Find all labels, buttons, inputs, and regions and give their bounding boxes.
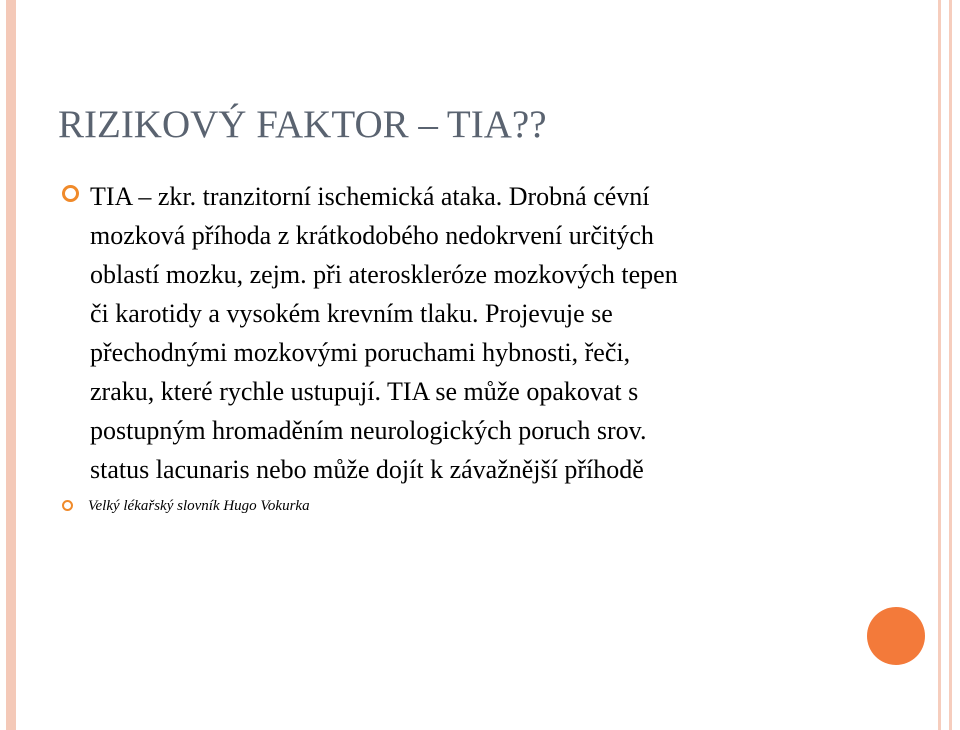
bullet-main-text	[90, 177, 810, 489]
bullet-text-line: zraku, které rychle ustupují. TIA se může opakovat s	[90, 377, 639, 406]
bullet-text-line: mozková příhoda z krátkodobého nedokrvení určitých	[90, 221, 654, 250]
bullet-text-line: oblastí mozku, zejm. při ateroskleróze mozkových tepen	[90, 260, 678, 289]
slide-frame-right-inner	[949, 0, 952, 730]
slide-frame-right-outer	[938, 0, 941, 730]
bullet-text-line: či karotidy a vysokém krevním tlaku. Projevuje se	[90, 299, 613, 328]
slide-frame-left	[6, 0, 16, 730]
bullet-circle-icon	[62, 185, 79, 202]
bullet-text-line: TIA – zkr. tranzitorní ischemická ataka. Drobná cévní	[90, 182, 650, 211]
decorative-orange-circle	[867, 607, 925, 665]
slide-title: RIZIKOVÝ FAKTOR – TIA??	[58, 103, 547, 146]
bullet-text-line: status lacunaris nebo může dojít k závažnější příhodě	[90, 455, 644, 484]
bullet-text-line: přechodnými mozkovými poruchami hybnosti, řeči,	[90, 338, 631, 367]
source-citation: Velký lékařský slovník Hugo Vokurka	[88, 498, 310, 514]
bullet-text-line: postupným hromaděním neurologických poruch srov.	[90, 416, 647, 445]
bullet-circle-icon	[62, 500, 73, 511]
